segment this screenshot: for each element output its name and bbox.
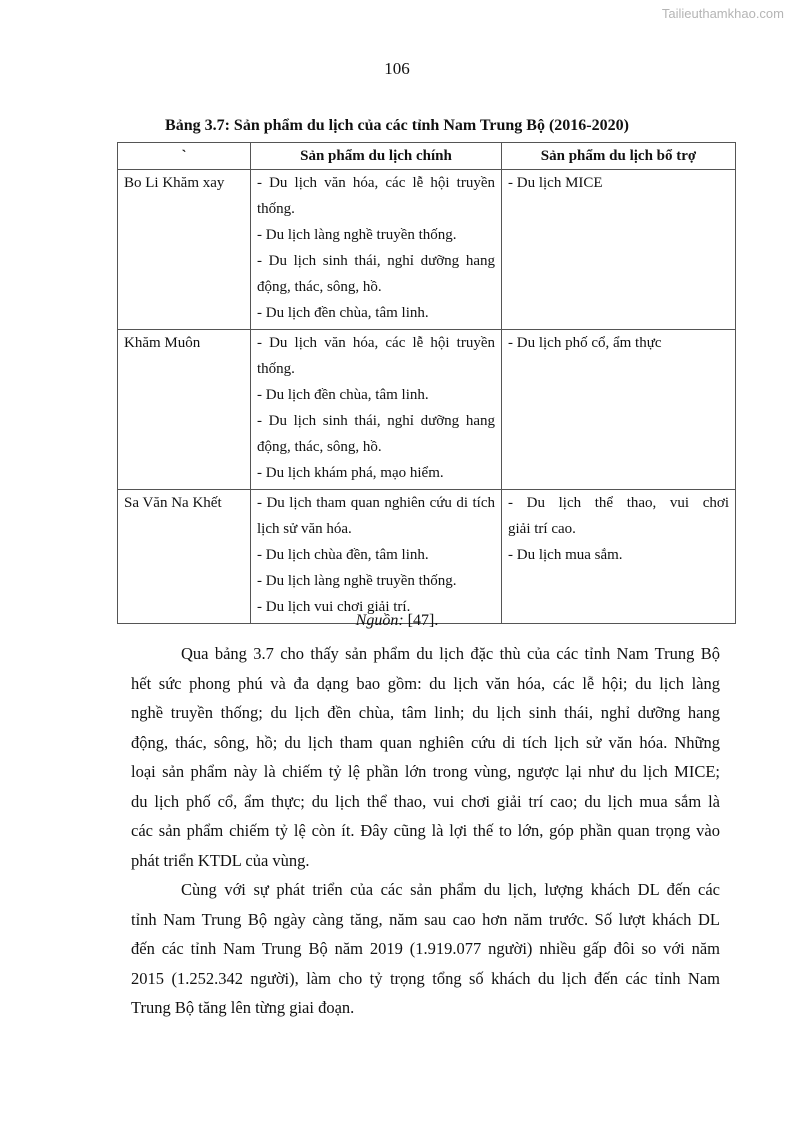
table-caption: Bảng 3.7: Sản phẩm du lịch của các tỉnh Nam Trung Bộ (2016-2020) [165, 117, 629, 134]
paragraph-line: Trung Bộ tăng lên từng giai đoạn. [131, 998, 355, 1017]
support-products-cell [502, 490, 736, 624]
paragraph-line: các sản phẩm chiếm tỷ lệ còn ít. Đây cũng là lợi thế to lớn, góp phần quan trọng vào [131, 821, 720, 840]
main-products-cell [251, 490, 502, 624]
main-product-line: thống. [257, 361, 295, 377]
page-number: 106 [384, 59, 410, 78]
main-product-line: - Du lịch sinh thái, nghỉ dưỡng hang [257, 413, 495, 429]
table-row [118, 170, 736, 330]
province-cell [118, 490, 251, 624]
support-product-line: - Du lịch MICE [508, 175, 603, 191]
main-products-cell [251, 330, 502, 490]
main-product-line: - Du lịch văn hóa, các lễ hội truyền [257, 335, 495, 351]
support-products-cell [502, 170, 736, 330]
paragraph-line: tỉnh Nam Trung Bộ ngày càng tăng, năm sau cao hơn năm trước. Số lượt khách DL [131, 909, 720, 929]
province-name: Sa Văn Na Khết [124, 495, 222, 511]
paragraph-line: phát triển KTDL của vùng. [131, 850, 310, 870]
paragraph-line: hết sức phong phú và đa dạng bao gồm: du lịch văn hóa, các lễ hội; du lịch làng [131, 673, 720, 693]
support-products-cell [502, 330, 736, 490]
tourism-products-table [117, 142, 736, 624]
body-paragraph [131, 639, 720, 875]
watermark-text: Tailieuthamkhao.com [661, 6, 784, 21]
header-province: ` [118, 143, 251, 170]
body-paragraph [131, 875, 720, 1023]
paragraph-line: du lịch phố cổ, ẩm thực; du lịch thể thao, vui chơi giải trí cao; du lịch mua sắm là [131, 791, 720, 811]
table-row [118, 330, 736, 490]
main-product-line: - Du lịch đền chùa, tâm linh. [257, 305, 429, 321]
support-product-line: - Du lịch thể thao, vui chơi [508, 495, 729, 511]
main-product-line: - Du lịch khám phá, mạo hiểm. [257, 465, 444, 481]
main-product-line: động, thác, sông, hồ. [257, 279, 382, 295]
table-row [118, 490, 736, 624]
support-product-line: - Du lịch mua sắm. [508, 547, 623, 563]
table-header-row [118, 143, 736, 170]
paragraph-line: Qua bảng 3.7 cho thấy sản phẩm du lịch đặc thù của các tỉnh Nam Trung Bộ [181, 644, 720, 663]
paragraph-line: loại sản phẩm này là chiếm tỷ lệ phần lớn trong vùng, ngược lại như du lịch MICE; [131, 762, 720, 781]
support-product-line: - Du lịch phố cổ, ẩm thực [508, 335, 662, 351]
header-main-products: Sản phẩm du lịch chính [251, 143, 502, 170]
province-cell [118, 330, 251, 490]
paragraph-line: đến các tỉnh Nam Trung Bộ năm 2019 (1.919.077 người) nhiều gấp đôi so với năm [131, 939, 720, 958]
province-cell [118, 170, 251, 330]
main-product-line: - Du lịch sinh thái, nghỉ dưỡng hang [257, 253, 495, 269]
main-product-line: - Du lịch vui chơi giải trí. [257, 599, 411, 615]
main-product-line: - Du lịch đền chùa, tâm linh. [257, 387, 429, 403]
main-product-line: - Du lịch làng nghề truyền thống. [257, 573, 457, 589]
support-product-line: giải trí cao. [508, 521, 576, 537]
main-product-line: - Du lịch tham quan nghiên cứu di tích [257, 495, 495, 511]
paragraph-line: nghề truyền thống; du lịch đền chùa, tâm linh; du lịch sinh thái, nghỉ dưỡng hang [131, 703, 720, 722]
main-product-line: - Du lịch chùa đền, tâm linh. [257, 547, 429, 563]
header-support-products: Sản phẩm du lịch bổ trợ [502, 143, 736, 170]
main-product-line: - Du lịch làng nghề truyền thống. [257, 227, 457, 243]
province-name: Bo Li Khăm xay [124, 175, 225, 191]
paragraph-line: 2015 (1.252.342 người), làm cho tỷ trọng tổng số khách du lịch đến các tỉnh Nam [131, 968, 720, 988]
paragraph-line: Cùng với sự phát triển của các sản phẩm du lịch, lượng khách DL đến các [181, 880, 720, 899]
source-reference: [47]. [403, 612, 439, 629]
main-product-line: động, thác, sông, hồ. [257, 439, 382, 455]
main-product-line: - Du lịch văn hóa, các lễ hội truyền [257, 175, 495, 191]
source-label: Nguồn: [355, 612, 404, 629]
main-products-cell [251, 170, 502, 330]
main-product-line: thống. [257, 201, 295, 217]
province-name: Khăm Muôn [124, 335, 201, 351]
paragraph-line: động, thác, sông, hồ; du lịch tham quan nghiên cứu di tích lịch sử văn hóa. Những [131, 732, 720, 752]
main-product-line: lịch sử văn hóa. [257, 521, 352, 537]
table-source [0, 612, 794, 630]
